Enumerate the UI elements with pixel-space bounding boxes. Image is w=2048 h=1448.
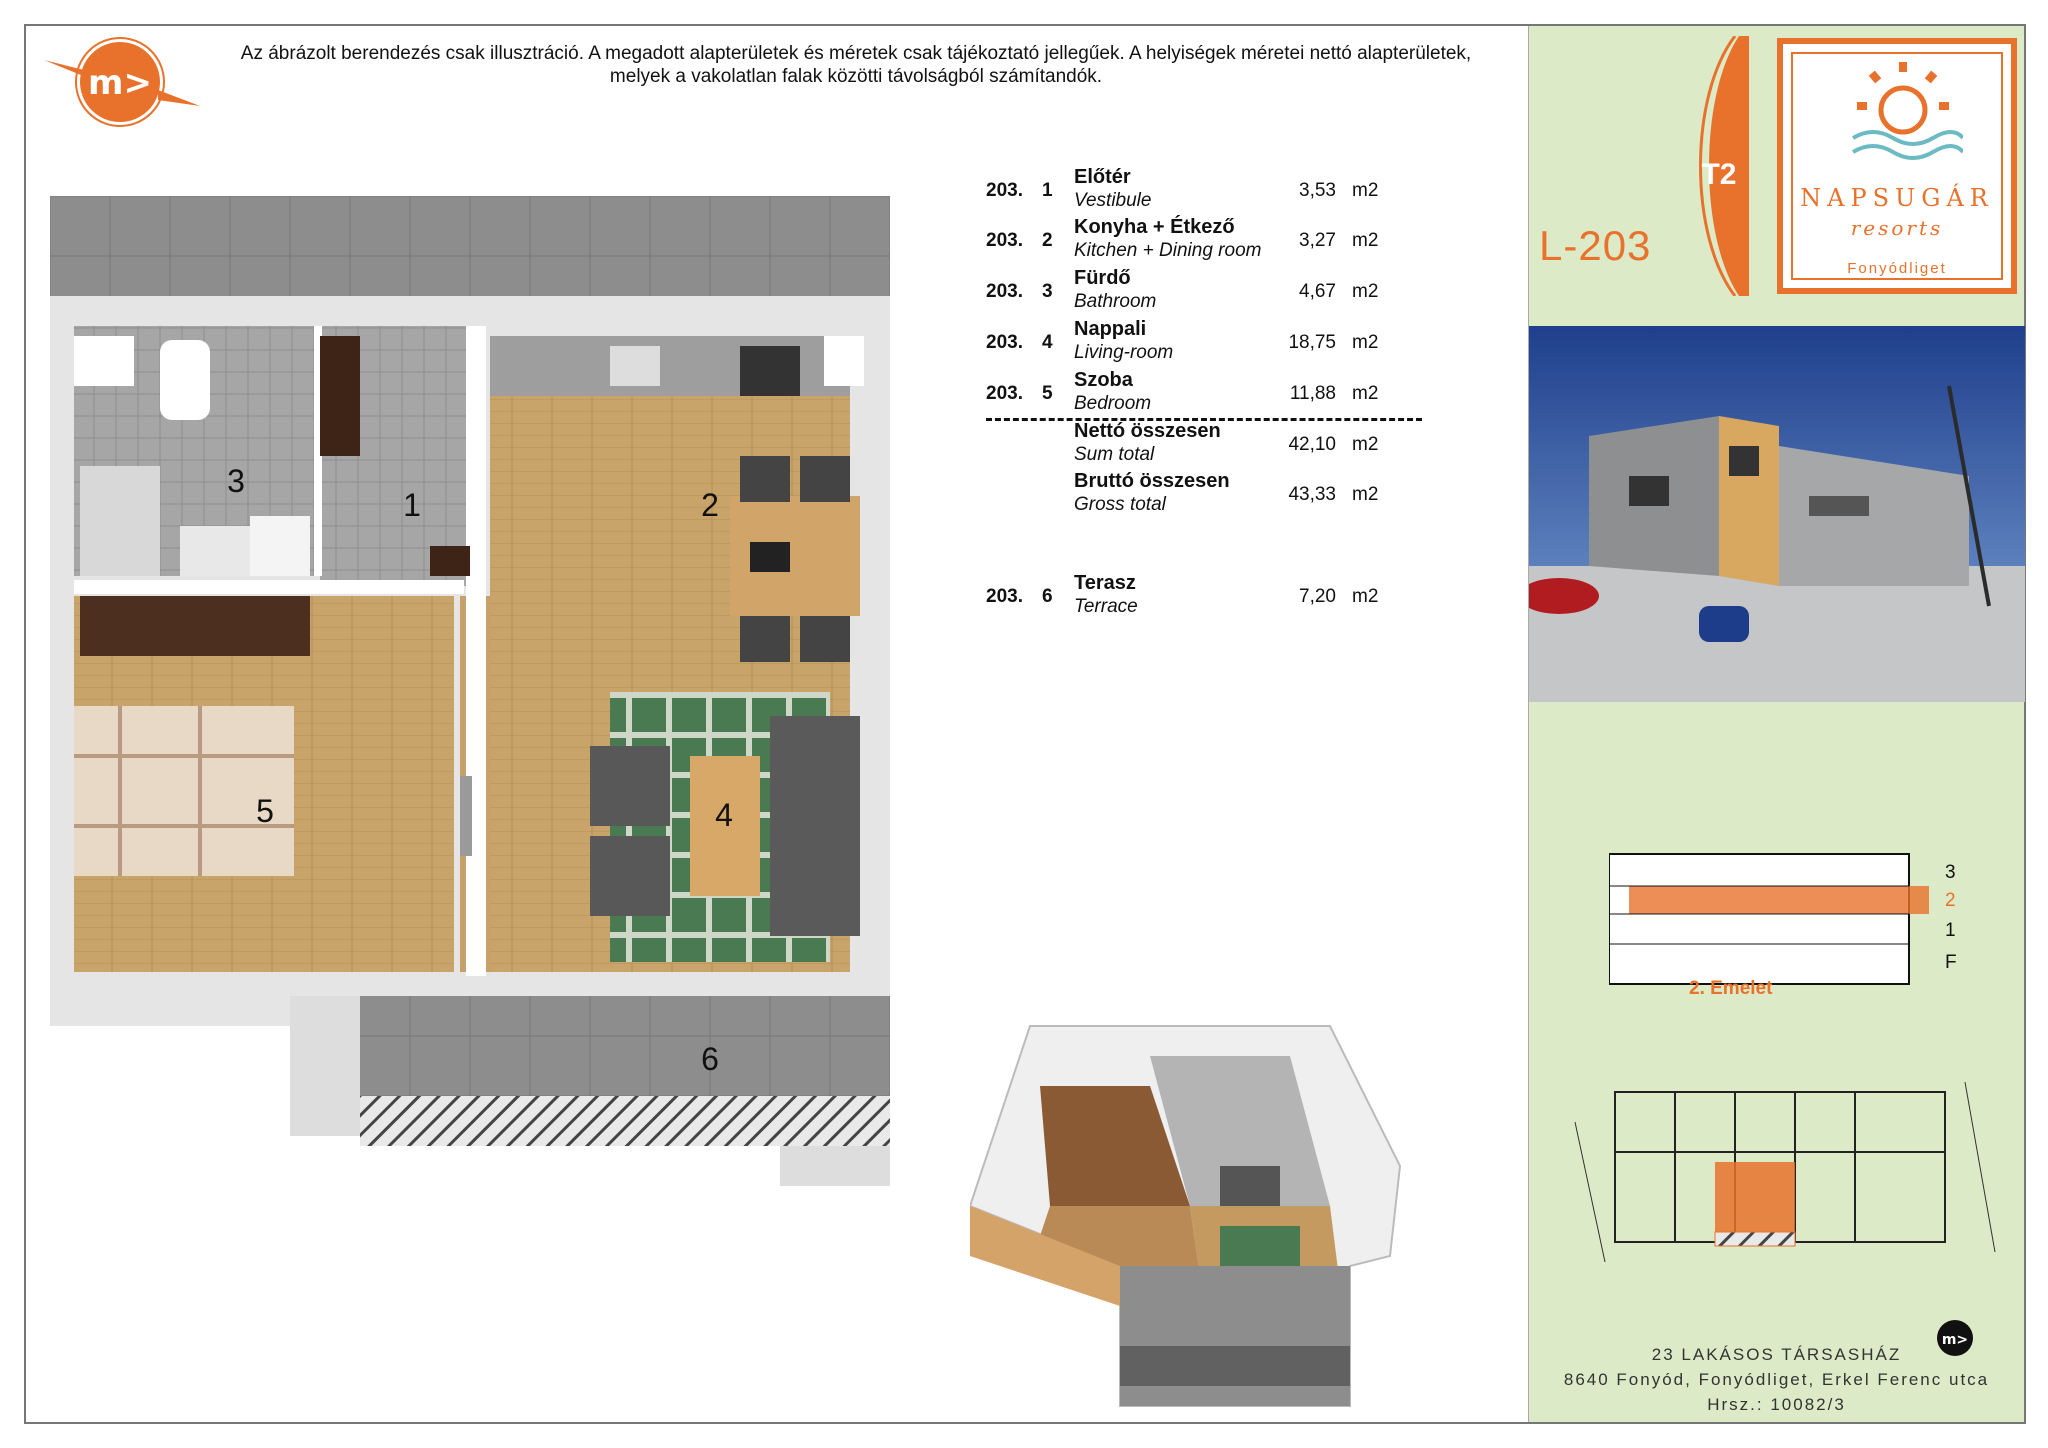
room-area: 3,27 xyxy=(1299,230,1336,251)
room-code: 203. xyxy=(986,281,1023,302)
room-name-hu: Szoba xyxy=(1074,369,1133,391)
resort-logo xyxy=(1777,38,2017,294)
gross-total-label-en: Gross total xyxy=(1074,494,1166,515)
address-block xyxy=(1529,1342,2024,1417)
room-name-en: Vestibule xyxy=(1074,190,1152,211)
resort-subtitle: resorts xyxy=(1850,216,1944,240)
room-code: 203. xyxy=(986,180,1023,201)
resort-name: NAPSUGÁR xyxy=(1800,184,1994,212)
room-area: 4,67 xyxy=(1299,281,1336,302)
page-frame xyxy=(24,24,2026,1424)
gross-total-row xyxy=(986,470,1426,520)
disclaimer-line-1: Az ábrázolt berendezés csak illusztráció. A megadott alapterületek és méretek csak tájékoztató jellegűek. A helyiségek méretei nettó alapterületek, xyxy=(240,43,1472,64)
room-name-en: Terrace xyxy=(1074,596,1138,617)
floor-label-1: 1 xyxy=(1945,920,1956,941)
plan-label-2: 2 xyxy=(701,487,719,523)
room-num: 5 xyxy=(1042,383,1053,404)
type-badge-text: T2 xyxy=(1701,158,1737,191)
gross-total-label: Bruttó összesen xyxy=(1074,470,1230,492)
net-total-area: 42,10 xyxy=(1288,434,1336,455)
net-total-unit: m2 xyxy=(1352,434,1379,455)
gross-total-unit: m2 xyxy=(1352,484,1379,505)
brand-logo-text: m> xyxy=(88,63,152,103)
address-line-2: 8640 Fonyód, Fonyódliget, Erkel Ferenc utca xyxy=(1563,1370,1990,1389)
room-num: 6 xyxy=(1042,586,1053,607)
resort-place: Fonyódliget xyxy=(1847,260,1947,277)
right-panel xyxy=(1528,26,2024,1422)
room-area: 7,20 xyxy=(1299,586,1336,607)
site-plan xyxy=(1565,1062,2005,1302)
room-num: 2 xyxy=(1042,230,1053,251)
plan-label-4: 4 xyxy=(715,797,733,833)
room-unit: m2 xyxy=(1352,586,1379,607)
room-num: 4 xyxy=(1042,332,1053,353)
floor-label-f: F xyxy=(1945,952,1957,973)
room-name-en: Kitchen + Dining room xyxy=(1074,240,1262,261)
room-code: 203. xyxy=(986,383,1023,404)
room-name-en: Living-room xyxy=(1074,342,1174,363)
plan-label-5: 5 xyxy=(256,793,274,829)
address-line-3: Hrsz.: 10082/3 xyxy=(1707,1395,1846,1414)
room-unit: m2 xyxy=(1352,230,1379,251)
room-name-hu: Előtér xyxy=(1074,166,1131,188)
address-line-1: 23 LAKÁSOS TÁRSASHÁZ xyxy=(1651,1345,1902,1364)
room-name-hu: Fürdő xyxy=(1074,267,1131,289)
room-name-en: Bedroom xyxy=(1074,393,1152,414)
disclaimer xyxy=(186,42,1526,88)
room-name-en: Bathroom xyxy=(1074,291,1157,312)
room-unit: m2 xyxy=(1352,180,1379,201)
disclaimer-line-2: melyek a vakolatlan falak közötti távolságból számítandók. xyxy=(609,66,1103,87)
room-name-hu: Konyha + Étkező xyxy=(1074,216,1235,238)
net-total-label: Nettó összesen xyxy=(1074,420,1221,442)
gross-total-area: 43,33 xyxy=(1288,484,1336,505)
plan-label-3: 3 xyxy=(227,463,245,499)
room-code: 203. xyxy=(986,332,1023,353)
sun-wave-icon xyxy=(1843,60,1963,170)
isometric-render xyxy=(970,1016,1448,1416)
floor-label-2: 2 xyxy=(1945,890,1956,911)
floor-plan xyxy=(50,196,970,1256)
net-total-label-en: Sum total xyxy=(1074,444,1155,465)
building-elevation xyxy=(1609,844,1969,1014)
room-code: 203. xyxy=(986,586,1023,607)
room-name-hu: Terasz xyxy=(1074,572,1136,594)
room-area: 3,53 xyxy=(1299,180,1336,201)
terrace-row xyxy=(986,572,1426,622)
type-badge xyxy=(1689,36,1749,296)
room-row-3 xyxy=(986,267,1426,317)
unit-code: L-203 xyxy=(1539,222,1652,269)
plan-label-1: 1 xyxy=(403,487,421,523)
room-row-1 xyxy=(986,166,1426,216)
building-render xyxy=(1529,326,2025,702)
room-area: 11,88 xyxy=(1289,383,1336,404)
small-logo-text: m> xyxy=(1941,1332,1969,1348)
room-code: 203. xyxy=(986,230,1023,251)
resort-logo-inner xyxy=(1791,52,2003,280)
room-area: 18,75 xyxy=(1288,332,1336,353)
room-num: 3 xyxy=(1042,281,1053,302)
room-row-5 xyxy=(986,369,1426,419)
room-unit: m2 xyxy=(1352,383,1379,404)
room-num: 1 xyxy=(1042,180,1053,201)
net-total-row xyxy=(986,420,1426,470)
room-row-4 xyxy=(986,318,1426,368)
room-row-2 xyxy=(986,216,1426,266)
room-name-hu: Nappali xyxy=(1074,318,1147,340)
plan-label-6: 6 xyxy=(701,1041,719,1077)
floor-caption: 2. Emelet xyxy=(1689,978,1773,999)
floor-label-3: 3 xyxy=(1945,862,1956,883)
brand-logo xyxy=(40,30,210,130)
room-unit: m2 xyxy=(1352,332,1379,353)
left-panel xyxy=(26,26,1528,1422)
room-unit: m2 xyxy=(1352,281,1379,302)
